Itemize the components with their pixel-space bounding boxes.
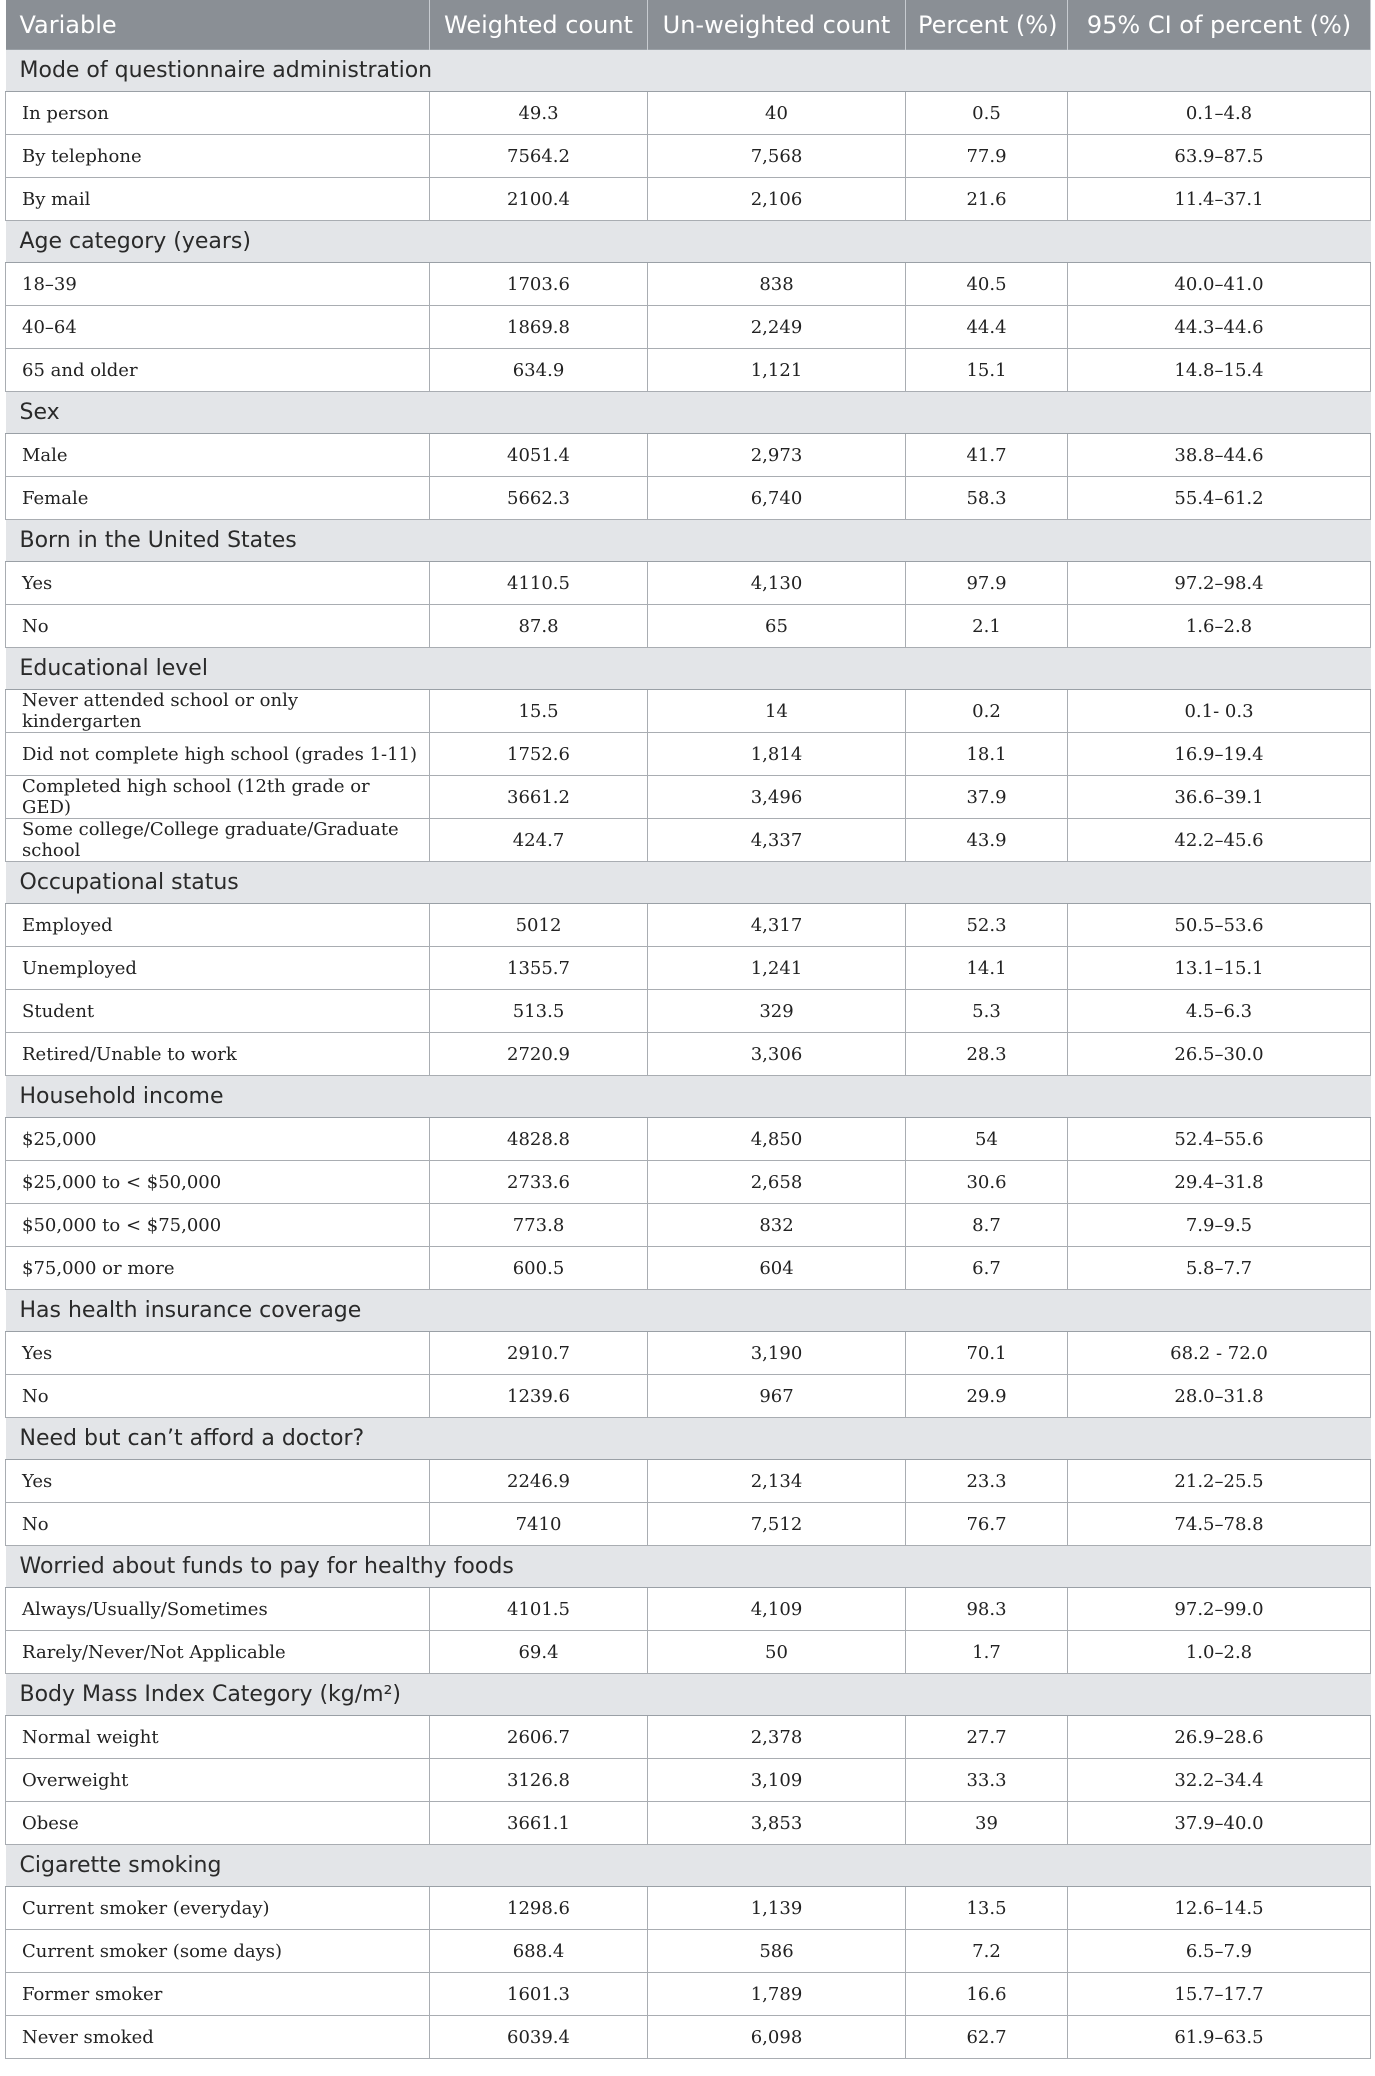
cell-ci: 4.5–6.3 [1068,990,1371,1033]
cell-unweighted-count: 4,109 [648,1588,906,1631]
cell-unweighted-count: 2,658 [648,1161,906,1204]
cell-weighted-count: 1355.7 [430,947,648,990]
cell-variable: Did not complete high school (grades 1-11) [6,733,430,776]
table-row [6,819,1371,862]
cell-percent: 15.1 [906,349,1068,392]
section-row [6,1290,1371,1332]
cell-weighted-count: 2606.7 [430,1716,648,1759]
column-header-weighted-count: Weighted count [430,0,648,50]
cell-weighted-count: 2733.6 [430,1161,648,1204]
cell-weighted-count: 4828.8 [430,1118,648,1161]
cell-weighted-count: 1703.6 [430,263,648,306]
table-row [6,1247,1371,1290]
cell-percent: 14.1 [906,947,1068,990]
cell-weighted-count: 424.7 [430,819,648,862]
cell-unweighted-count: 3,306 [648,1033,906,1076]
section-row [6,1418,1371,1460]
cell-ci: 40.0–41.0 [1068,263,1371,306]
cell-ci: 15.7–17.7 [1068,1973,1371,2016]
cell-variable: Never smoked [6,2016,430,2059]
cell-unweighted-count: 2,134 [648,1460,906,1503]
cell-percent: 44.4 [906,306,1068,349]
cell-ci: 13.1–15.1 [1068,947,1371,990]
section-row [6,1674,1371,1716]
table-row [6,1033,1371,1076]
cell-ci: 26.9–28.6 [1068,1716,1371,1759]
table-row [6,1887,1371,1930]
section-row [6,50,1371,92]
cell-percent: 23.3 [906,1460,1068,1503]
cell-variable: Yes [6,1460,430,1503]
cell-ci: 32.2–34.4 [1068,1759,1371,1802]
cell-unweighted-count: 65 [648,605,906,648]
cell-ci: 6.5–7.9 [1068,1930,1371,1973]
cell-ci: 36.6–39.1 [1068,776,1371,819]
section-row [6,1845,1371,1887]
section-title: Mode of questionnaire administration [6,50,1371,92]
table-row [6,1802,1371,1845]
cell-variable: $75,000 or more [6,1247,430,1290]
cell-weighted-count: 1239.6 [430,1375,648,1418]
cell-unweighted-count: 6,740 [648,477,906,520]
cell-unweighted-count: 2,249 [648,306,906,349]
cell-unweighted-count: 1,241 [648,947,906,990]
table-row [6,306,1371,349]
cell-weighted-count: 3126.8 [430,1759,648,1802]
table-row [6,1460,1371,1503]
cell-ci: 7.9–9.5 [1068,1204,1371,1247]
cell-unweighted-count: 4,337 [648,819,906,862]
cell-weighted-count: 2720.9 [430,1033,648,1076]
cell-percent: 7.2 [906,1930,1068,1973]
cell-percent: 33.3 [906,1759,1068,1802]
table-row [6,1503,1371,1546]
cell-weighted-count: 7410 [430,1503,648,1546]
cell-ci: 37.9–40.0 [1068,1802,1371,1845]
cell-weighted-count: 1298.6 [430,1887,648,1930]
table-row [6,605,1371,648]
section-title: Household income [6,1076,1371,1118]
cell-unweighted-count: 838 [648,263,906,306]
cell-ci: 21.2–25.5 [1068,1460,1371,1503]
cell-ci: 55.4–61.2 [1068,477,1371,520]
cell-weighted-count: 773.8 [430,1204,648,1247]
cell-unweighted-count: 1,139 [648,1887,906,1930]
cell-weighted-count: 600.5 [430,1247,648,1290]
cell-ci: 97.2–98.4 [1068,562,1371,605]
cell-ci: 0.1- 0.3 [1068,690,1371,733]
cell-variable: Employed [6,904,430,947]
cell-variable: Current smoker (everyday) [6,1887,430,1930]
cell-percent: 40.5 [906,263,1068,306]
cell-variable: Always/Usually/Sometimes [6,1588,430,1631]
section-title: Educational level [6,648,1371,690]
cell-percent: 30.6 [906,1161,1068,1204]
cell-weighted-count: 2910.7 [430,1332,648,1375]
table-row [6,1375,1371,1418]
cell-variable: Male [6,434,430,477]
cell-unweighted-count: 1,789 [648,1973,906,2016]
cell-variable: Completed high school (12th grade or GED) [6,776,430,819]
table-row [6,1930,1371,1973]
cell-variable: Yes [6,1332,430,1375]
cell-variable: $50,000 to < $75,000 [6,1204,430,1247]
cell-weighted-count: 4110.5 [430,562,648,605]
column-header-ci: 95% CI of percent (%) [1068,0,1371,50]
table-row [6,562,1371,605]
cell-unweighted-count: 1,121 [648,349,906,392]
cell-percent: 77.9 [906,135,1068,178]
section-title: Born in the United States [6,520,1371,562]
section-row [6,648,1371,690]
cell-variable: Retired/Unable to work [6,1033,430,1076]
cell-variable: Normal weight [6,1716,430,1759]
cell-percent: 27.7 [906,1716,1068,1759]
cell-unweighted-count: 2,378 [648,1716,906,1759]
cell-ci: 12.6–14.5 [1068,1887,1371,1930]
cell-ci: 16.9–19.4 [1068,733,1371,776]
cell-variable: Current smoker (some days) [6,1930,430,1973]
cell-unweighted-count: 4,317 [648,904,906,947]
cell-percent: 41.7 [906,434,1068,477]
cell-weighted-count: 4101.5 [430,1588,648,1631]
cell-weighted-count: 3661.2 [430,776,648,819]
cell-unweighted-count: 4,850 [648,1118,906,1161]
cell-variable: Some college/College graduate/Graduate school [6,819,430,862]
cell-ci: 14.8–15.4 [1068,349,1371,392]
cell-percent: 97.9 [906,562,1068,605]
table-row [6,1759,1371,1802]
section-title: Age category (years) [6,221,1371,263]
cell-variable: $25,000 [6,1118,430,1161]
table-row [6,1204,1371,1247]
table-row [6,2016,1371,2059]
cell-variable: Student [6,990,430,1033]
cell-percent: 2.1 [906,605,1068,648]
cell-percent: 52.3 [906,904,1068,947]
table-row [6,1118,1371,1161]
cell-unweighted-count: 2,106 [648,178,906,221]
cell-variable: $25,000 to < $50,000 [6,1161,430,1204]
cell-weighted-count: 87.8 [430,605,648,648]
section-title: Cigarette smoking [6,1845,1371,1887]
cell-unweighted-count: 50 [648,1631,906,1674]
section-row [6,862,1371,904]
table-row [6,178,1371,221]
section-title: Body Mass Index Category (kg/m²) [6,1674,1371,1716]
cell-ci: 74.5–78.8 [1068,1503,1371,1546]
column-header-unweighted-count: Un-weighted count [648,0,906,50]
cell-unweighted-count: 4,130 [648,562,906,605]
cell-percent: 6.7 [906,1247,1068,1290]
table-row [6,135,1371,178]
column-header-percent: Percent (%) [906,0,1068,50]
section-title: Need but can’t afford a doctor? [6,1418,1371,1460]
cell-percent: 29.9 [906,1375,1068,1418]
cell-unweighted-count: 3,496 [648,776,906,819]
table-row [6,733,1371,776]
cell-weighted-count: 1869.8 [430,306,648,349]
cell-variable: Overweight [6,1759,430,1802]
table-header [6,0,1371,50]
cell-variable: 18–39 [6,263,430,306]
cell-ci: 38.8–44.6 [1068,434,1371,477]
table-row [6,990,1371,1033]
cell-variable: Female [6,477,430,520]
cell-unweighted-count: 7,512 [648,1503,906,1546]
table-row [6,947,1371,990]
table-row [6,1973,1371,2016]
cell-percent: 1.7 [906,1631,1068,1674]
section-row [6,1546,1371,1588]
cell-unweighted-count: 1,814 [648,733,906,776]
cell-percent: 58.3 [906,477,1068,520]
cell-percent: 76.7 [906,1503,1068,1546]
cell-unweighted-count: 40 [648,92,906,135]
table-row [6,1631,1371,1674]
cell-unweighted-count: 3,853 [648,1802,906,1845]
cell-variable: In person [6,92,430,135]
table-row [6,263,1371,306]
cell-percent: 43.9 [906,819,1068,862]
cell-percent: 18.1 [906,733,1068,776]
cell-ci: 28.0–31.8 [1068,1375,1371,1418]
cell-unweighted-count: 3,109 [648,1759,906,1802]
cell-unweighted-count: 832 [648,1204,906,1247]
column-header-variable: Variable [6,0,430,50]
cell-ci: 42.2–45.6 [1068,819,1371,862]
cell-percent: 54 [906,1118,1068,1161]
table-row [6,477,1371,520]
cell-unweighted-count: 586 [648,1930,906,1973]
section-row [6,392,1371,434]
cell-weighted-count: 6039.4 [430,2016,648,2059]
table-row [6,349,1371,392]
section-title: Has health insurance coverage [6,1290,1371,1332]
cell-variable: Unemployed [6,947,430,990]
header-row [6,0,1371,50]
table-row [6,776,1371,819]
section-row [6,1076,1371,1118]
table-row [6,904,1371,947]
cell-variable: Obese [6,1802,430,1845]
demographics-table [5,0,1371,2059]
cell-weighted-count: 3661.1 [430,1802,648,1845]
cell-weighted-count: 69.4 [430,1631,648,1674]
cell-percent: 8.7 [906,1204,1068,1247]
cell-variable: Former smoker [6,1973,430,2016]
cell-variable: 65 and older [6,349,430,392]
cell-percent: 21.6 [906,178,1068,221]
cell-weighted-count: 2246.9 [430,1460,648,1503]
table-row [6,1332,1371,1375]
cell-percent: 0.5 [906,92,1068,135]
cell-percent: 28.3 [906,1033,1068,1076]
cell-weighted-count: 1601.3 [430,1973,648,2016]
cell-percent: 37.9 [906,776,1068,819]
cell-percent: 98.3 [906,1588,1068,1631]
section-row [6,520,1371,562]
cell-percent: 0.2 [906,690,1068,733]
cell-unweighted-count: 6,098 [648,2016,906,2059]
cell-variable: Rarely/Never/Not Applicable [6,1631,430,1674]
cell-ci: 63.9–87.5 [1068,135,1371,178]
cell-variable: By mail [6,178,430,221]
cell-ci: 50.5–53.6 [1068,904,1371,947]
cell-ci: 52.4–55.6 [1068,1118,1371,1161]
cell-ci: 97.2–99.0 [1068,1588,1371,1631]
cell-ci: 1.0–2.8 [1068,1631,1371,1674]
cell-weighted-count: 15.5 [430,690,648,733]
cell-weighted-count: 1752.6 [430,733,648,776]
cell-ci: 11.4–37.1 [1068,178,1371,221]
cell-ci: 0.1–4.8 [1068,92,1371,135]
section-title: Sex [6,392,1371,434]
cell-weighted-count: 513.5 [430,990,648,1033]
table-row [6,434,1371,477]
cell-percent: 5.3 [906,990,1068,1033]
cell-variable: By telephone [6,135,430,178]
cell-variable: No [6,605,430,648]
cell-weighted-count: 5662.3 [430,477,648,520]
cell-weighted-count: 634.9 [430,349,648,392]
cell-unweighted-count: 14 [648,690,906,733]
cell-unweighted-count: 967 [648,1375,906,1418]
cell-weighted-count: 5012 [430,904,648,947]
cell-variable: No [6,1503,430,1546]
cell-unweighted-count: 329 [648,990,906,1033]
cell-ci: 44.3–44.6 [1068,306,1371,349]
cell-percent: 62.7 [906,2016,1068,2059]
cell-percent: 13.5 [906,1887,1068,1930]
cell-unweighted-count: 2,973 [648,434,906,477]
section-title: Occupational status [6,862,1371,904]
cell-ci: 68.2 - 72.0 [1068,1332,1371,1375]
table-row [6,1161,1371,1204]
section-row [6,221,1371,263]
cell-weighted-count: 2100.4 [430,178,648,221]
cell-ci: 1.6–2.8 [1068,605,1371,648]
cell-weighted-count: 4051.4 [430,434,648,477]
cell-weighted-count: 49.3 [430,92,648,135]
cell-ci: 61.9–63.5 [1068,2016,1371,2059]
cell-variable: No [6,1375,430,1418]
table-row [6,690,1371,733]
cell-unweighted-count: 7,568 [648,135,906,178]
cell-unweighted-count: 604 [648,1247,906,1290]
cell-variable: 40–64 [6,306,430,349]
cell-percent: 39 [906,1802,1068,1845]
table-row [6,1588,1371,1631]
cell-weighted-count: 688.4 [430,1930,648,1973]
cell-ci: 5.8–7.7 [1068,1247,1371,1290]
cell-variable: Never attended school or only kindergarten [6,690,430,733]
cell-percent: 70.1 [906,1332,1068,1375]
cell-ci: 29.4–31.8 [1068,1161,1371,1204]
table-row [6,92,1371,135]
cell-variable: Yes [6,562,430,605]
table-row [6,1716,1371,1759]
cell-unweighted-count: 3,190 [648,1332,906,1375]
cell-weighted-count: 7564.2 [430,135,648,178]
section-title: Worried about funds to pay for healthy foods [6,1546,1371,1588]
cell-percent: 16.6 [906,1973,1068,2016]
table-body [6,50,1371,2059]
cell-ci: 26.5–30.0 [1068,1033,1371,1076]
